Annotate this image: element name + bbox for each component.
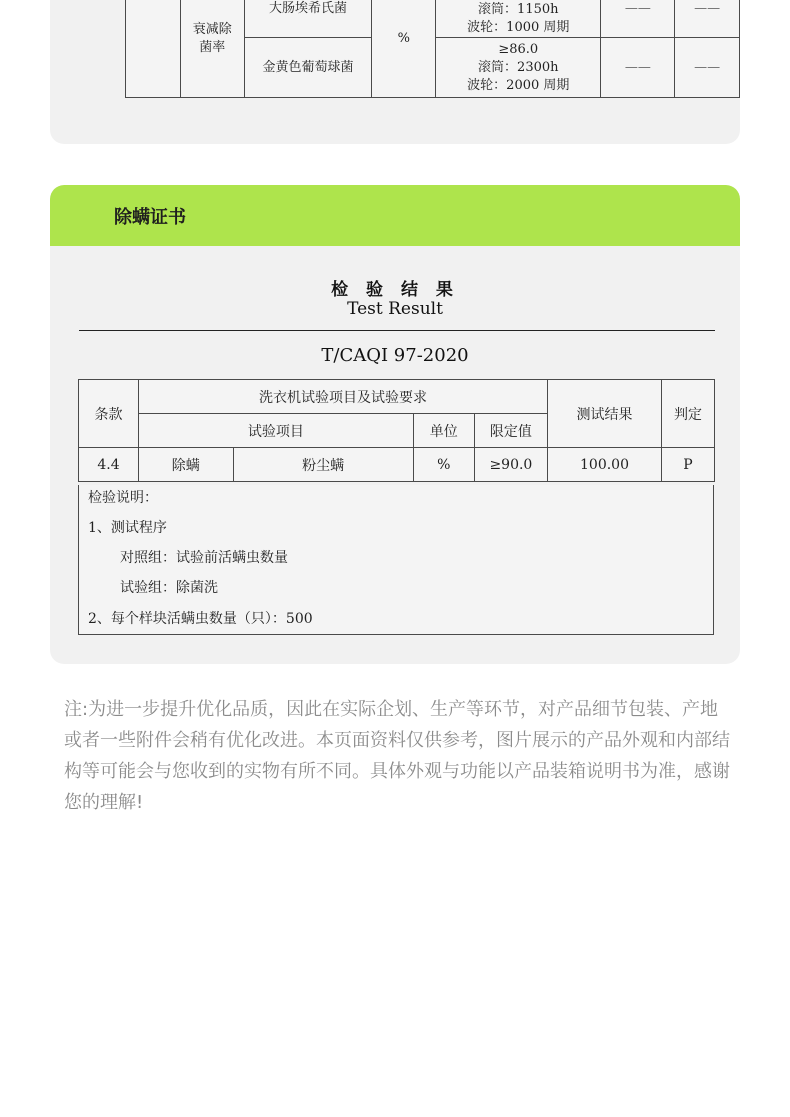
- bacteria-cell: 大肠埃希氏菌: [244, 0, 372, 38]
- result-cell: ——: [601, 38, 675, 98]
- standard-number: T/CAQI 97-2020: [321, 345, 469, 366]
- requirement-line: 波轮：2000 周期: [467, 77, 570, 93]
- antibacterial-table: [125, 0, 740, 98]
- clause-cell: [126, 0, 181, 98]
- row-clause: 4.4: [79, 448, 139, 482]
- requirement-line: 滚筒：2300h: [478, 59, 559, 75]
- requirement-line: ≥86.0: [498, 41, 539, 57]
- unit-cell: %: [372, 0, 436, 98]
- card-title: 除螨证书: [114, 207, 186, 228]
- row-item: 除螨: [139, 448, 234, 482]
- judge-cell: ——: [675, 0, 740, 38]
- header-clause: 条款: [79, 380, 139, 448]
- header-item: 试验项目: [139, 414, 414, 448]
- row-unit: %: [413, 448, 474, 482]
- item-cell: 衰减除 菌率: [180, 0, 244, 98]
- result-table: [78, 379, 715, 482]
- requirement-line: 波轮：1000 周期: [467, 20, 570, 35]
- test-notes: [78, 485, 714, 635]
- mite-removal-card: [50, 185, 740, 664]
- notes-item-1a: 对照组：试验前活螨虫数量: [120, 550, 288, 566]
- row-subitem: 粉尘螨: [233, 448, 413, 482]
- header-limit: 限定值: [474, 414, 547, 448]
- header-unit: 单位: [413, 414, 474, 448]
- header-group: 洗衣机试验项目及试验要求: [139, 380, 548, 414]
- notes-item-1: 1、测试程序: [88, 520, 167, 536]
- header-result: 测试结果: [548, 380, 662, 448]
- result-title-cn: 检 验 结 果: [331, 280, 459, 300]
- notes-item-2: 2、每个样块活螨虫数量（只）：500: [88, 611, 313, 627]
- divider: [79, 330, 715, 331]
- antibacterial-card: [50, 0, 740, 144]
- judge-cell: ——: [675, 38, 740, 98]
- row-judge: P: [662, 448, 715, 482]
- header-judge: 判定: [662, 380, 715, 448]
- notes-item-1b: 试验组：除菌洗: [120, 580, 218, 596]
- disclaimer-text: 注:为进一步提升优化品质，因此在实际企划、生产等环节，对产品细节包装、产地或者一些附件会稍有优化改进。本页面资料仅供参考，图片展示的产品外观和内部结构等可能会与您收到的实物有所不同。具体外观与功能以产品装箱说明书为准，感谢您的理解!: [64, 699, 730, 813]
- row-result: 100.00: [548, 448, 662, 482]
- card-header: [50, 185, 740, 246]
- requirement-cell: [436, 38, 601, 98]
- requirement-line: 滚筒：1150h: [478, 2, 559, 17]
- row-limit: ≥90.0: [474, 448, 547, 482]
- bacteria-cell: 金黄色葡萄球菌: [244, 38, 372, 98]
- result-title-en: Test Result: [347, 299, 443, 319]
- notes-title: 检验说明：: [88, 490, 158, 506]
- result-cell: ——: [601, 0, 675, 38]
- requirement-cell: [436, 0, 601, 38]
